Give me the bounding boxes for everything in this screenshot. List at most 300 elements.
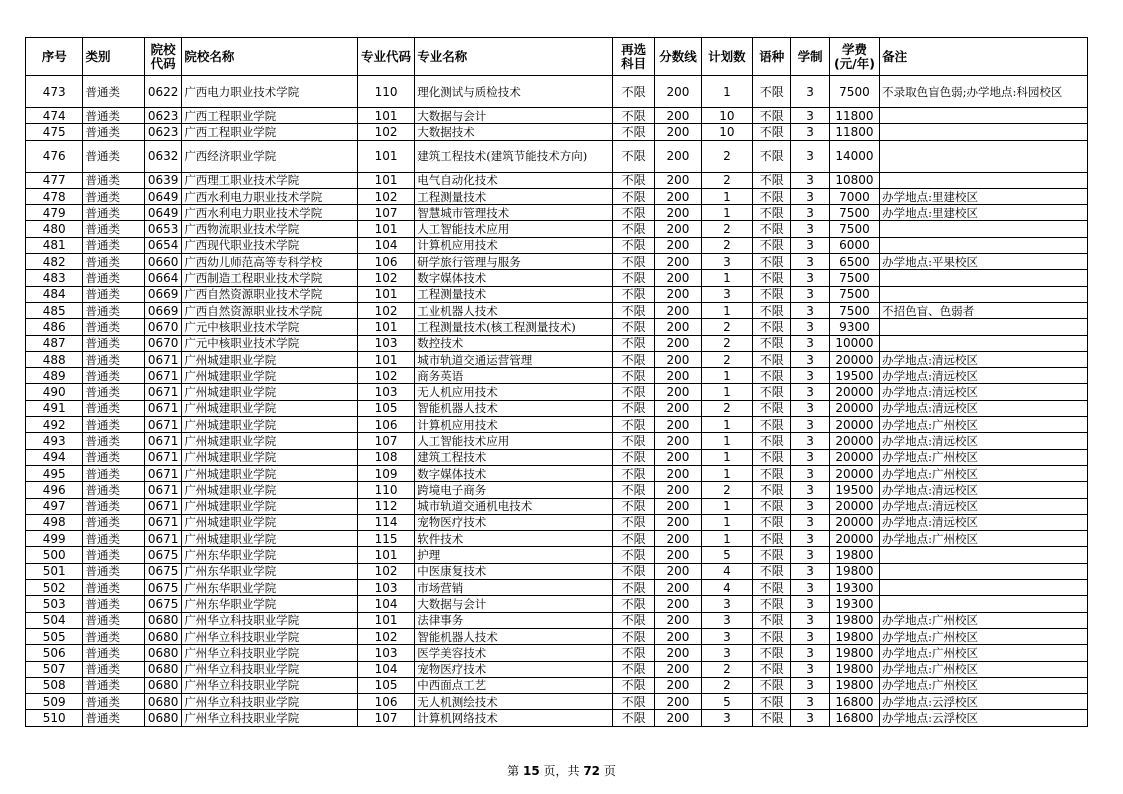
cell-category: 普通类 bbox=[83, 254, 145, 270]
cell-school-code: 0671 bbox=[145, 433, 182, 449]
cell-major-code: 103 bbox=[357, 384, 414, 400]
cell-score-line: 200 bbox=[655, 465, 701, 481]
cell-school-code: 0654 bbox=[145, 237, 182, 253]
cell-school-name: 广州城建职业学院 bbox=[182, 368, 357, 384]
cell-elective: 不限 bbox=[612, 498, 654, 514]
footer-total-pages: 72 bbox=[583, 764, 601, 778]
cell-category: 普通类 bbox=[83, 140, 145, 172]
cell-tuition: 11800 bbox=[829, 124, 879, 140]
cell-major-name: 理化测试与质检技术 bbox=[415, 76, 613, 108]
cell-language: 不限 bbox=[753, 612, 791, 628]
cell-tuition: 19800 bbox=[829, 563, 879, 579]
cell-language: 不限 bbox=[753, 465, 791, 481]
cell-major-code: 104 bbox=[357, 661, 414, 677]
table-row bbox=[26, 694, 1088, 710]
cell-elective: 不限 bbox=[612, 351, 654, 367]
cell-category: 普通类 bbox=[83, 563, 145, 579]
cell-school-code: 0671 bbox=[145, 465, 182, 481]
cell-note bbox=[880, 108, 1088, 124]
cell-language: 不限 bbox=[753, 351, 791, 367]
cell-note: 办学地点:清远校区 bbox=[880, 368, 1088, 384]
table-row bbox=[26, 433, 1088, 449]
cell-category: 普通类 bbox=[83, 433, 145, 449]
cell-note: 办学地点:云浮校区 bbox=[880, 710, 1088, 726]
cell-category: 普通类 bbox=[83, 612, 145, 628]
cell-note: 办学地点:清远校区 bbox=[880, 351, 1088, 367]
cell-language: 不限 bbox=[753, 237, 791, 253]
cell-school-name: 广元中核职业技术学院 bbox=[182, 335, 357, 351]
cell-category: 普通类 bbox=[83, 531, 145, 547]
cell-language: 不限 bbox=[753, 645, 791, 661]
footer-prefix: 第 bbox=[507, 764, 523, 778]
cell-major-code: 107 bbox=[357, 710, 414, 726]
table-row bbox=[26, 302, 1088, 318]
cell-category: 普通类 bbox=[83, 319, 145, 335]
cell-plan: 1 bbox=[701, 302, 752, 318]
cell-elective: 不限 bbox=[612, 384, 654, 400]
cell-tuition: 19800 bbox=[829, 645, 879, 661]
cell-major-code: 106 bbox=[357, 254, 414, 270]
cell-duration: 3 bbox=[791, 319, 829, 335]
cell-school-code: 0680 bbox=[145, 612, 182, 628]
cell-plan: 2 bbox=[701, 221, 752, 237]
cell-language: 不限 bbox=[753, 482, 791, 498]
cell-tuition: 19300 bbox=[829, 596, 879, 612]
cell-major-name: 智能机器人技术 bbox=[415, 400, 613, 416]
cell-major-name: 人工智能技术应用 bbox=[415, 221, 613, 237]
cell-major-name: 大数据与会计 bbox=[415, 596, 613, 612]
table-row bbox=[26, 270, 1088, 286]
cell-note: 办学地点:广州校区 bbox=[880, 645, 1088, 661]
cell-language: 不限 bbox=[753, 335, 791, 351]
cell-major-name: 跨境电子商务 bbox=[415, 482, 613, 498]
cell-language: 不限 bbox=[753, 319, 791, 335]
cell-school-code: 0664 bbox=[145, 270, 182, 286]
cell-plan: 1 bbox=[701, 417, 752, 433]
cell-tuition: 20000 bbox=[829, 433, 879, 449]
cell-major-name: 市场营销 bbox=[415, 580, 613, 596]
cell-tuition: 20000 bbox=[829, 384, 879, 400]
cell-tuition: 20000 bbox=[829, 531, 879, 547]
cell-language: 不限 bbox=[753, 547, 791, 563]
cell-score-line: 200 bbox=[655, 498, 701, 514]
cell-major-name: 建筑工程技术 bbox=[415, 449, 613, 465]
cell-language: 不限 bbox=[753, 286, 791, 302]
cell-duration: 3 bbox=[791, 254, 829, 270]
cell-elective: 不限 bbox=[612, 563, 654, 579]
cell-plan: 3 bbox=[701, 254, 752, 270]
cell-major-code: 102 bbox=[357, 563, 414, 579]
cell-elective: 不限 bbox=[612, 580, 654, 596]
cell-school-name: 广州城建职业学院 bbox=[182, 433, 357, 449]
cell-school-code: 0649 bbox=[145, 205, 182, 221]
cell-language: 不限 bbox=[753, 221, 791, 237]
cell-score-line: 200 bbox=[655, 677, 701, 693]
cell-seq: 498 bbox=[26, 514, 83, 530]
cell-major-code: 101 bbox=[357, 172, 414, 188]
cell-seq: 493 bbox=[26, 433, 83, 449]
cell-note: 不录取色盲色弱;办学地点:科园校区 bbox=[880, 76, 1088, 108]
cell-major-name: 电气自动化技术 bbox=[415, 172, 613, 188]
cell-elective: 不限 bbox=[612, 124, 654, 140]
cell-plan: 4 bbox=[701, 580, 752, 596]
cell-duration: 3 bbox=[791, 124, 829, 140]
cell-major-code: 112 bbox=[357, 498, 414, 514]
cell-major-code: 101 bbox=[357, 140, 414, 172]
cell-major-name: 计算机网络技术 bbox=[415, 710, 613, 726]
cell-category: 普通类 bbox=[83, 188, 145, 204]
table-row bbox=[26, 596, 1088, 612]
cell-category: 普通类 bbox=[83, 710, 145, 726]
cell-tuition: 19800 bbox=[829, 547, 879, 563]
table-row bbox=[26, 661, 1088, 677]
cell-language: 不限 bbox=[753, 124, 791, 140]
cell-major-code: 107 bbox=[357, 433, 414, 449]
header-elective: 再选科目 bbox=[612, 38, 654, 76]
cell-major-name: 工业机器人技术 bbox=[415, 302, 613, 318]
cell-plan: 2 bbox=[701, 661, 752, 677]
cell-score-line: 200 bbox=[655, 351, 701, 367]
cell-school-name: 广西电力职业技术学院 bbox=[182, 76, 357, 108]
table-row bbox=[26, 124, 1088, 140]
cell-score-line: 200 bbox=[655, 302, 701, 318]
cell-plan: 5 bbox=[701, 547, 752, 563]
cell-elective: 不限 bbox=[612, 335, 654, 351]
header-category: 类别 bbox=[83, 38, 145, 76]
cell-school-name: 广西幼儿师范高等专科学校 bbox=[182, 254, 357, 270]
cell-elective: 不限 bbox=[612, 254, 654, 270]
cell-plan: 2 bbox=[701, 335, 752, 351]
cell-elective: 不限 bbox=[612, 286, 654, 302]
cell-duration: 3 bbox=[791, 172, 829, 188]
table-row bbox=[26, 465, 1088, 481]
cell-language: 不限 bbox=[753, 384, 791, 400]
cell-category: 普通类 bbox=[83, 465, 145, 481]
cell-seq: 486 bbox=[26, 319, 83, 335]
cell-note: 办学地点:广州校区 bbox=[880, 677, 1088, 693]
cell-score-line: 200 bbox=[655, 547, 701, 563]
cell-duration: 3 bbox=[791, 612, 829, 628]
cell-plan: 5 bbox=[701, 694, 752, 710]
cell-elective: 不限 bbox=[612, 482, 654, 498]
table-header-row bbox=[26, 38, 1088, 76]
cell-category: 普通类 bbox=[83, 351, 145, 367]
cell-elective: 不限 bbox=[612, 319, 654, 335]
cell-major-name: 护理 bbox=[415, 547, 613, 563]
table-row bbox=[26, 108, 1088, 124]
cell-plan: 1 bbox=[701, 498, 752, 514]
cell-duration: 3 bbox=[791, 384, 829, 400]
cell-seq: 482 bbox=[26, 254, 83, 270]
cell-elective: 不限 bbox=[612, 710, 654, 726]
cell-note: 办学地点:平果校区 bbox=[880, 254, 1088, 270]
cell-plan: 2 bbox=[701, 237, 752, 253]
cell-duration: 3 bbox=[791, 417, 829, 433]
cell-major-name: 数字媒体技术 bbox=[415, 465, 613, 481]
cell-elective: 不限 bbox=[612, 417, 654, 433]
cell-plan: 2 bbox=[701, 351, 752, 367]
cell-school-name: 广州城建职业学院 bbox=[182, 351, 357, 367]
header-school-code: 院校代码 bbox=[145, 38, 182, 76]
cell-score-line: 200 bbox=[655, 645, 701, 661]
cell-duration: 3 bbox=[791, 498, 829, 514]
cell-major-name: 计算机应用技术 bbox=[415, 237, 613, 253]
cell-plan: 1 bbox=[701, 514, 752, 530]
cell-major-code: 115 bbox=[357, 531, 414, 547]
cell-score-line: 200 bbox=[655, 563, 701, 579]
cell-plan: 2 bbox=[701, 677, 752, 693]
cell-category: 普通类 bbox=[83, 172, 145, 188]
cell-duration: 3 bbox=[791, 400, 829, 416]
cell-plan: 2 bbox=[701, 400, 752, 416]
cell-score-line: 200 bbox=[655, 612, 701, 628]
cell-elective: 不限 bbox=[612, 400, 654, 416]
cell-note: 办学地点:广州校区 bbox=[880, 612, 1088, 628]
cell-major-code: 102 bbox=[357, 368, 414, 384]
cell-major-name: 医学美容技术 bbox=[415, 645, 613, 661]
cell-major-code: 101 bbox=[357, 612, 414, 628]
cell-school-name: 广州东华职业学院 bbox=[182, 596, 357, 612]
table-row bbox=[26, 286, 1088, 302]
cell-tuition: 20000 bbox=[829, 514, 879, 530]
cell-score-line: 200 bbox=[655, 384, 701, 400]
table-row bbox=[26, 319, 1088, 335]
cell-school-code: 0671 bbox=[145, 417, 182, 433]
table-row bbox=[26, 710, 1088, 726]
cell-school-name: 广州城建职业学院 bbox=[182, 498, 357, 514]
cell-category: 普通类 bbox=[83, 302, 145, 318]
cell-score-line: 200 bbox=[655, 368, 701, 384]
cell-plan: 1 bbox=[701, 384, 752, 400]
cell-plan: 1 bbox=[701, 205, 752, 221]
cell-major-code: 110 bbox=[357, 482, 414, 498]
cell-major-name: 商务英语 bbox=[415, 368, 613, 384]
cell-major-name: 人工智能技术应用 bbox=[415, 433, 613, 449]
cell-score-line: 200 bbox=[655, 172, 701, 188]
cell-note: 办学地点:清远校区 bbox=[880, 384, 1088, 400]
cell-major-code: 102 bbox=[357, 124, 414, 140]
cell-elective: 不限 bbox=[612, 677, 654, 693]
cell-note: 办学地点:清远校区 bbox=[880, 400, 1088, 416]
cell-school-name: 广州城建职业学院 bbox=[182, 417, 357, 433]
cell-major-name: 数字媒体技术 bbox=[415, 270, 613, 286]
cell-school-name: 广州城建职业学院 bbox=[182, 400, 357, 416]
cell-tuition: 20000 bbox=[829, 351, 879, 367]
cell-seq: 508 bbox=[26, 677, 83, 693]
cell-seq: 490 bbox=[26, 384, 83, 400]
cell-note bbox=[880, 237, 1088, 253]
cell-major-code: 101 bbox=[357, 547, 414, 563]
cell-school-name: 广州华立科技职业学院 bbox=[182, 628, 357, 644]
cell-category: 普通类 bbox=[83, 449, 145, 465]
cell-school-code: 0653 bbox=[145, 221, 182, 237]
cell-language: 不限 bbox=[753, 677, 791, 693]
cell-duration: 3 bbox=[791, 205, 829, 221]
cell-school-name: 广西自然资源职业技术学院 bbox=[182, 302, 357, 318]
cell-plan: 2 bbox=[701, 172, 752, 188]
cell-score-line: 200 bbox=[655, 319, 701, 335]
cell-elective: 不限 bbox=[612, 661, 654, 677]
cell-note bbox=[880, 124, 1088, 140]
cell-school-code: 0660 bbox=[145, 254, 182, 270]
cell-major-code: 101 bbox=[357, 319, 414, 335]
cell-language: 不限 bbox=[753, 449, 791, 465]
cell-school-code: 0671 bbox=[145, 384, 182, 400]
table-row bbox=[26, 351, 1088, 367]
cell-major-name: 城市轨道交通机电技术 bbox=[415, 498, 613, 514]
cell-tuition: 10800 bbox=[829, 172, 879, 188]
cell-duration: 3 bbox=[791, 694, 829, 710]
cell-seq: 506 bbox=[26, 645, 83, 661]
cell-language: 不限 bbox=[753, 694, 791, 710]
cell-language: 不限 bbox=[753, 188, 791, 204]
cell-note: 办学地点:清远校区 bbox=[880, 433, 1088, 449]
cell-score-line: 200 bbox=[655, 221, 701, 237]
cell-elective: 不限 bbox=[612, 596, 654, 612]
cell-school-name: 广州东华职业学院 bbox=[182, 563, 357, 579]
page-footer bbox=[0, 762, 1123, 779]
cell-note: 办学地点:里建校区 bbox=[880, 205, 1088, 221]
cell-language: 不限 bbox=[753, 580, 791, 596]
cell-elective: 不限 bbox=[612, 108, 654, 124]
cell-major-code: 101 bbox=[357, 221, 414, 237]
cell-school-code: 0632 bbox=[145, 140, 182, 172]
cell-duration: 3 bbox=[791, 76, 829, 108]
cell-tuition: 20000 bbox=[829, 498, 879, 514]
cell-elective: 不限 bbox=[612, 140, 654, 172]
cell-major-name: 法律事务 bbox=[415, 612, 613, 628]
table-row bbox=[26, 482, 1088, 498]
table-row bbox=[26, 498, 1088, 514]
cell-language: 不限 bbox=[753, 628, 791, 644]
cell-category: 普通类 bbox=[83, 498, 145, 514]
cell-seq: 503 bbox=[26, 596, 83, 612]
cell-category: 普通类 bbox=[83, 237, 145, 253]
cell-duration: 3 bbox=[791, 628, 829, 644]
cell-seq: 481 bbox=[26, 237, 83, 253]
cell-seq: 496 bbox=[26, 482, 83, 498]
cell-duration: 3 bbox=[791, 433, 829, 449]
cell-category: 普通类 bbox=[83, 514, 145, 530]
cell-school-code: 0671 bbox=[145, 351, 182, 367]
cell-language: 不限 bbox=[753, 368, 791, 384]
cell-score-line: 200 bbox=[655, 449, 701, 465]
cell-plan: 1 bbox=[701, 465, 752, 481]
cell-note bbox=[880, 319, 1088, 335]
cell-duration: 3 bbox=[791, 465, 829, 481]
cell-score-line: 200 bbox=[655, 108, 701, 124]
cell-major-name: 大数据技术 bbox=[415, 124, 613, 140]
cell-plan: 2 bbox=[701, 319, 752, 335]
cell-school-code: 0680 bbox=[145, 677, 182, 693]
cell-major-code: 103 bbox=[357, 645, 414, 661]
cell-major-name: 智能机器人技术 bbox=[415, 628, 613, 644]
cell-duration: 3 bbox=[791, 286, 829, 302]
cell-note: 不招色盲、色弱者 bbox=[880, 302, 1088, 318]
cell-school-name: 广州华立科技职业学院 bbox=[182, 645, 357, 661]
cell-note: 办学地点:广州校区 bbox=[880, 661, 1088, 677]
cell-score-line: 200 bbox=[655, 335, 701, 351]
cell-school-code: 0680 bbox=[145, 661, 182, 677]
cell-plan: 3 bbox=[701, 628, 752, 644]
cell-major-name: 工程测量技术(核工程测量技术) bbox=[415, 319, 613, 335]
cell-score-line: 200 bbox=[655, 531, 701, 547]
cell-seq: 483 bbox=[26, 270, 83, 286]
cell-category: 普通类 bbox=[83, 400, 145, 416]
cell-elective: 不限 bbox=[612, 188, 654, 204]
cell-language: 不限 bbox=[753, 710, 791, 726]
cell-elective: 不限 bbox=[612, 645, 654, 661]
cell-language: 不限 bbox=[753, 417, 791, 433]
cell-tuition: 6000 bbox=[829, 237, 879, 253]
cell-tuition: 7500 bbox=[829, 302, 879, 318]
cell-note bbox=[880, 596, 1088, 612]
cell-score-line: 200 bbox=[655, 433, 701, 449]
cell-school-code: 0671 bbox=[145, 449, 182, 465]
cell-major-name: 工程测量技术 bbox=[415, 188, 613, 204]
cell-school-name: 广州东华职业学院 bbox=[182, 547, 357, 563]
cell-seq: 474 bbox=[26, 108, 83, 124]
cell-category: 普通类 bbox=[83, 270, 145, 286]
cell-tuition: 19500 bbox=[829, 482, 879, 498]
cell-duration: 3 bbox=[791, 547, 829, 563]
cell-language: 不限 bbox=[753, 254, 791, 270]
cell-note: 办学地点:广州校区 bbox=[880, 628, 1088, 644]
cell-school-code: 0680 bbox=[145, 694, 182, 710]
cell-duration: 3 bbox=[791, 368, 829, 384]
cell-major-name: 无人机应用技术 bbox=[415, 384, 613, 400]
cell-school-name: 广州城建职业学院 bbox=[182, 449, 357, 465]
cell-note: 办学地点:里建校区 bbox=[880, 188, 1088, 204]
cell-duration: 3 bbox=[791, 596, 829, 612]
cell-seq: 480 bbox=[26, 221, 83, 237]
table-row bbox=[26, 384, 1088, 400]
cell-language: 不限 bbox=[753, 205, 791, 221]
cell-school-name: 广西经济职业学院 bbox=[182, 140, 357, 172]
cell-school-name: 广元中核职业技术学院 bbox=[182, 319, 357, 335]
cell-plan: 1 bbox=[701, 270, 752, 286]
cell-major-code: 106 bbox=[357, 417, 414, 433]
cell-major-name: 宠物医疗技术 bbox=[415, 514, 613, 530]
cell-school-name: 广西物流职业技术学院 bbox=[182, 221, 357, 237]
cell-major-code: 105 bbox=[357, 400, 414, 416]
cell-seq: 510 bbox=[26, 710, 83, 726]
cell-school-name: 广州城建职业学院 bbox=[182, 465, 357, 481]
cell-elective: 不限 bbox=[612, 449, 654, 465]
cell-language: 不限 bbox=[753, 514, 791, 530]
cell-school-name: 广西现代职业技术学院 bbox=[182, 237, 357, 253]
cell-major-code: 101 bbox=[357, 351, 414, 367]
cell-category: 普通类 bbox=[83, 677, 145, 693]
cell-seq: 476 bbox=[26, 140, 83, 172]
table-row bbox=[26, 400, 1088, 416]
cell-plan: 2 bbox=[701, 482, 752, 498]
cell-note bbox=[880, 286, 1088, 302]
header-major-code: 专业代码 bbox=[357, 38, 414, 76]
table-row bbox=[26, 628, 1088, 644]
cell-seq: 485 bbox=[26, 302, 83, 318]
cell-plan: 3 bbox=[701, 645, 752, 661]
cell-language: 不限 bbox=[753, 563, 791, 579]
cell-school-name: 广西自然资源职业技术学院 bbox=[182, 286, 357, 302]
cell-school-name: 广西工程职业学院 bbox=[182, 108, 357, 124]
cell-elective: 不限 bbox=[612, 270, 654, 286]
cell-language: 不限 bbox=[753, 270, 791, 286]
cell-seq: 488 bbox=[26, 351, 83, 367]
table-row bbox=[26, 254, 1088, 270]
cell-tuition: 6500 bbox=[829, 254, 879, 270]
cell-duration: 3 bbox=[791, 140, 829, 172]
